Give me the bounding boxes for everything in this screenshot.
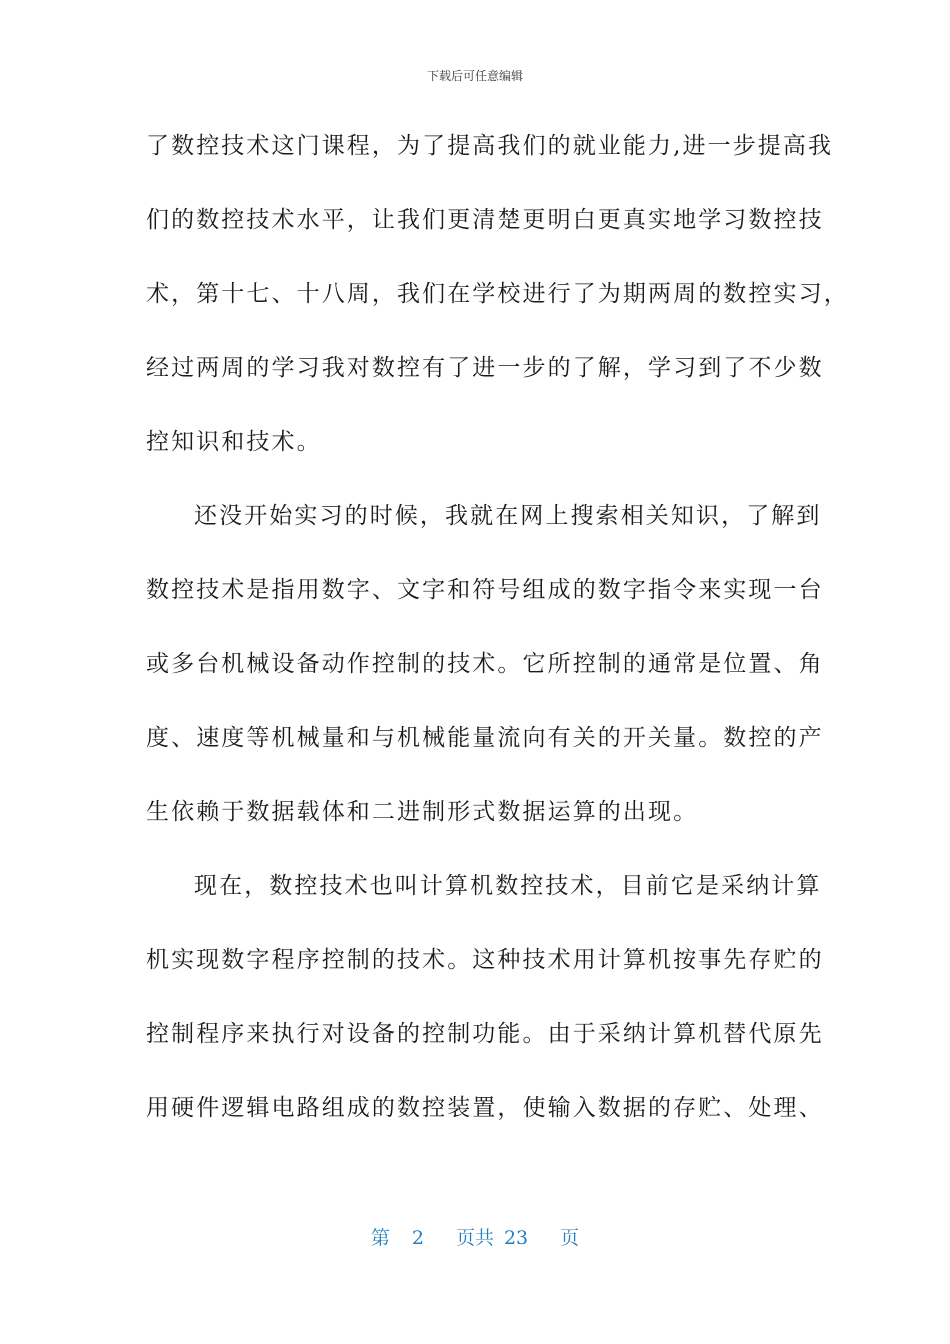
total-pages: 23 xyxy=(503,1227,529,1249)
paragraph-line: 经过两周的学习我对数控有了进一步的了解，学习到了不少数 xyxy=(146,355,824,381)
paragraph-line: 控知识和技术。 xyxy=(146,429,322,455)
page-footer xyxy=(0,1224,950,1252)
paragraph-line: 生依赖于数据载体和二进制形式数据运算的出现。 xyxy=(146,799,699,825)
paragraph-line: 机实现数字程序控制的技术。这种技术用计算机按事先存贮的 xyxy=(146,947,824,973)
paragraph-line: 们的数控技术水平，让我们更清楚更明白更真实地学习数控技 xyxy=(146,207,824,233)
document-body xyxy=(146,118,849,1154)
paragraph-line: 术，第十七、十八周，我们在学校进行了为期两周的数控实习， xyxy=(146,281,849,307)
page-label-suffix: 页 xyxy=(560,1227,580,1249)
paragraph-line: 用硬件逻辑电路组成的数控装置，使输入数据的存贮、处理、 xyxy=(146,1095,824,1121)
paragraph-line: 现在，数控技术也叫计算机数控技术，目前它是采纳计算 xyxy=(194,873,822,899)
paragraph-line: 还没开始实习的时候，我就在网上搜索相关知识，了解到 xyxy=(194,503,822,529)
paragraph-line: 控制程序来执行对设备的控制功能。由于采纳计算机替代原先 xyxy=(146,1021,824,1047)
paragraph-line: 了数控技术这门课程，为了提高我们的就业能力,进一步提高我 xyxy=(146,133,834,159)
page-header-note: 下载后可任意编辑 xyxy=(426,69,523,83)
paragraph-line: 或多台机械设备动作控制的技术。它所控制的通常是位置、角 xyxy=(146,651,824,677)
page-label-mid: 页共 xyxy=(455,1227,494,1249)
page-label-prefix: 第 xyxy=(370,1227,390,1249)
paragraph-line: 数控技术是指用数字、文字和符号组成的数字指令来实现一台 xyxy=(146,577,824,603)
paragraph-line: 度、速度等机械量和与机械能量流向有关的开关量。数控的产 xyxy=(146,725,824,751)
page-number: 2 xyxy=(411,1227,424,1249)
